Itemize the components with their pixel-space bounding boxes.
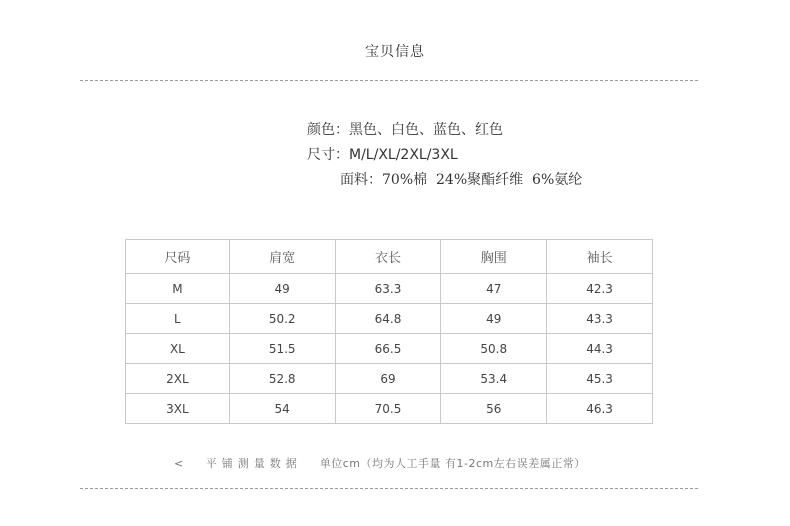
table-cell: L — [126, 304, 230, 334]
bottom-divider — [80, 488, 698, 489]
table-cell: 3XL — [126, 394, 230, 424]
table-cell: 51.5 — [229, 334, 335, 364]
header-chest: 胸围 — [441, 240, 547, 274]
table-cell: 52.8 — [229, 364, 335, 394]
color-value: 黑色、白色、蓝色、红色 — [349, 122, 503, 138]
table-row — [126, 334, 653, 364]
header-length: 衣长 — [335, 240, 441, 274]
top-divider — [80, 80, 698, 81]
table-cell: 69 — [335, 364, 441, 394]
table-cell: XL — [126, 334, 230, 364]
table-cell: M — [126, 274, 230, 304]
header-size: 尺码 — [126, 240, 230, 274]
table-row — [126, 394, 653, 424]
fabric-label: 面料： — [340, 172, 382, 188]
table-cell: 45.3 — [547, 364, 653, 394]
fabric-info — [340, 169, 582, 189]
table-cell: 53.4 — [441, 364, 547, 394]
header-shoulder: 肩宽 — [229, 240, 335, 274]
table-cell: 56 — [441, 394, 547, 424]
table-row — [126, 274, 653, 304]
header-sleeve: 袖长 — [547, 240, 653, 274]
table-cell: 46.3 — [547, 394, 653, 424]
table-cell: 43.3 — [547, 304, 653, 334]
table-cell: 54 — [229, 394, 335, 424]
table-cell: 49 — [229, 274, 335, 304]
color-info — [307, 119, 503, 139]
table-cell: 2XL — [126, 364, 230, 394]
measurement-note — [174, 455, 586, 471]
left-arrow-icon: < — [174, 457, 184, 470]
table-cell: 49 — [441, 304, 547, 334]
color-label: 颜色： — [307, 122, 349, 138]
table-cell: 50.2 — [229, 304, 335, 334]
table-cell: 44.3 — [547, 334, 653, 364]
size-table — [125, 239, 653, 424]
measure-method: 平铺测量数据 — [205, 457, 302, 470]
table-cell: 63.3 — [335, 274, 441, 304]
table-row — [126, 364, 653, 394]
table-cell: 70.5 — [335, 394, 441, 424]
table-header-row — [126, 240, 653, 274]
section-title: 宝贝信息 — [365, 44, 425, 60]
table-cell: 64.8 — [335, 304, 441, 334]
unit-note: 单位cm（均为人工手量 有1-2cm左右误差属正常） — [319, 457, 586, 470]
size-value: M/L/XL/2XL/3XL — [349, 147, 458, 163]
size-label: 尺寸： — [307, 147, 349, 163]
table-cell: 66.5 — [335, 334, 441, 364]
table-cell: 42.3 — [547, 274, 653, 304]
table-row — [126, 304, 653, 334]
size-info — [307, 144, 458, 164]
fabric-value: 70%棉 24%聚酯纤维 6%氨纶 — [382, 172, 583, 188]
table-cell: 50.8 — [441, 334, 547, 364]
table-cell: 47 — [441, 274, 547, 304]
